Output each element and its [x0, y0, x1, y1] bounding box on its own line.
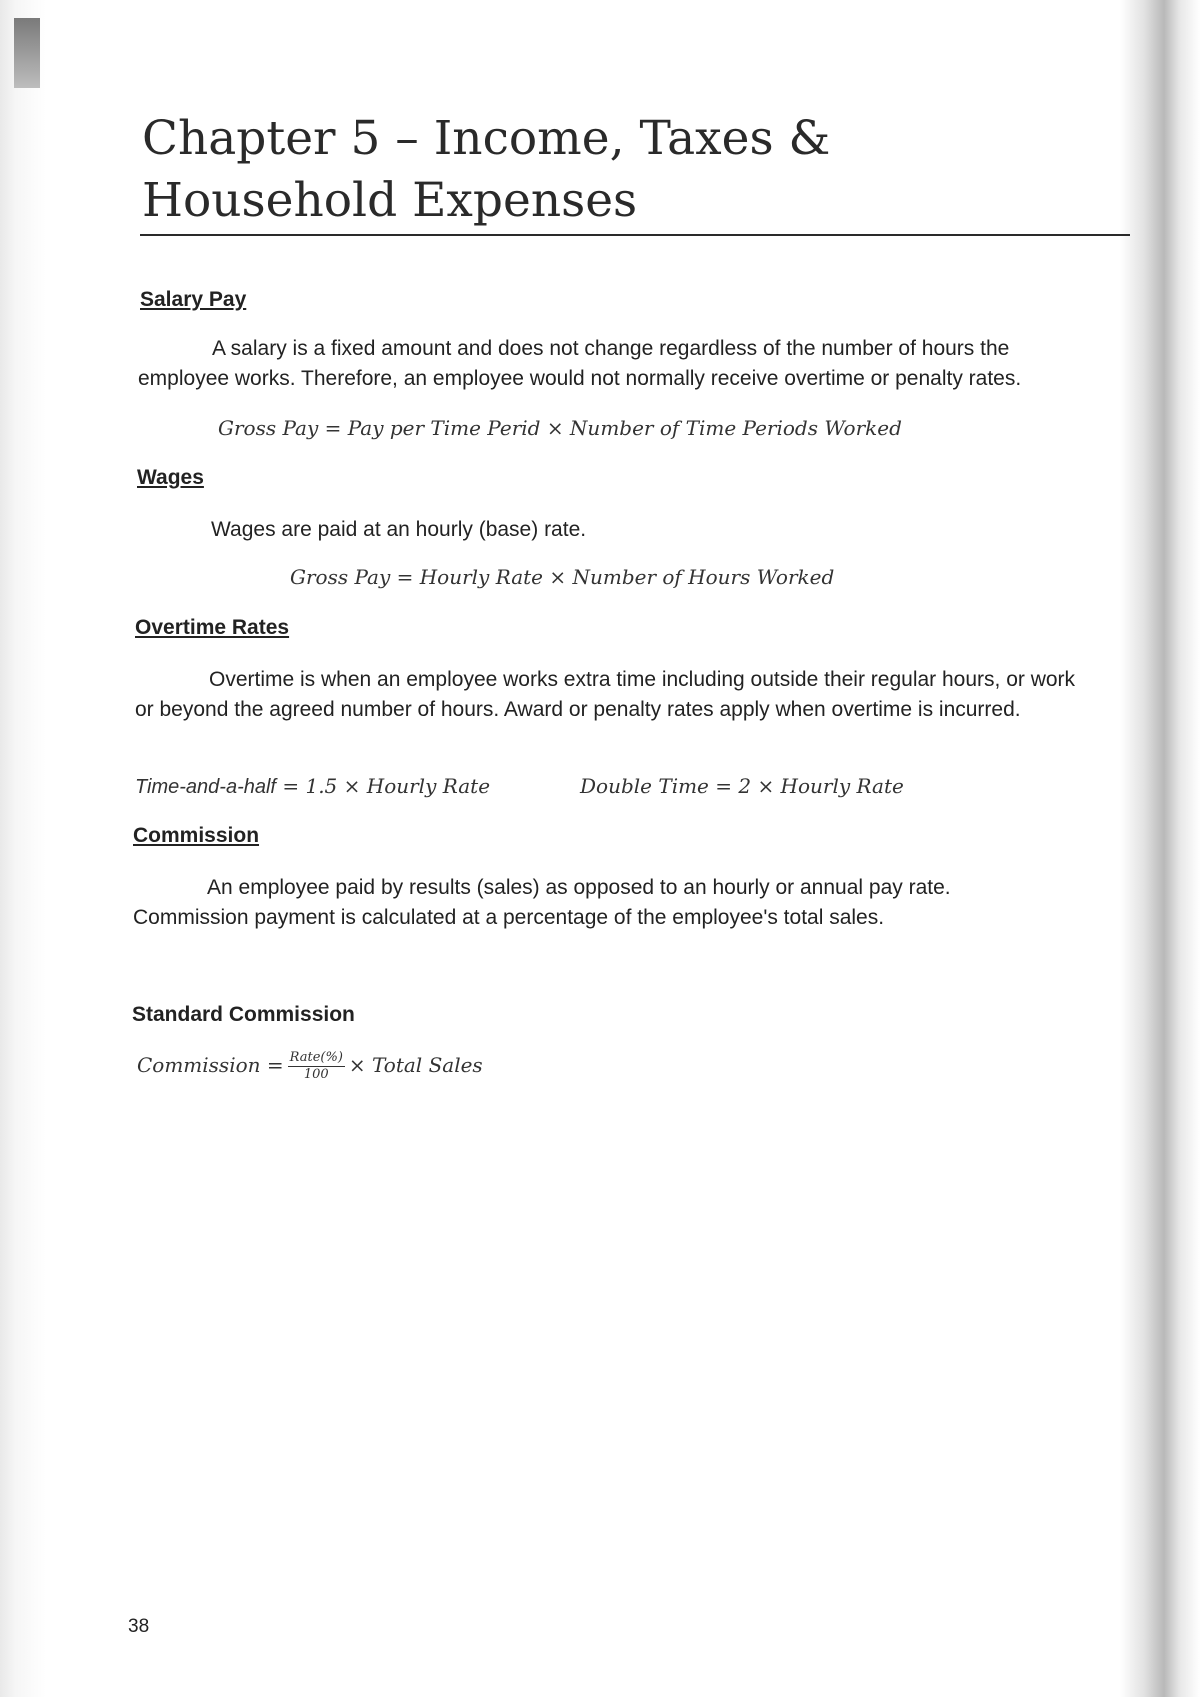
time-and-half-formula	[135, 774, 490, 799]
title-underline	[140, 234, 1130, 236]
heading-overtime-rates: Overtime Rates	[135, 616, 290, 639]
salary-formula: Gross Pay = Pay per Time Perid × Number of Time Periods Worked	[218, 416, 902, 440]
chapter-title: Chapter 5 – Income, Taxes & Household Expenses	[142, 111, 831, 228]
standard-commission-formula	[137, 1050, 483, 1083]
scan-right-edge	[1120, 0, 1200, 1697]
page-number: 38	[128, 1616, 150, 1637]
heading-salary-pay: Salary Pay	[140, 288, 247, 311]
overtime-paragraph: Overtime is when an employee works extra time including outside their regular hours, or work or beyond the agreed number of hours. Award or penalty rates apply when overtime is incurred.	[135, 668, 1076, 721]
salary-paragraph: A salary is a fixed amount and does not change regardless of the number of hours the employee works. Therefore, an employee would not normally receive overtime or penalty rates.	[138, 337, 1022, 390]
wages-paragraph: Wages are paid at an hourly (base) rate.	[211, 518, 587, 541]
commission-fraction	[288, 1050, 345, 1083]
scan-corner-mark	[14, 18, 40, 88]
scan-left-edge	[0, 0, 46, 1697]
heading-standard-commission: Standard Commission	[132, 1003, 355, 1026]
fraction-numerator: Rate(%)	[289, 1050, 343, 1065]
commission-formula-rhs: × Total Sales	[348, 1053, 483, 1077]
double-time-formula: Double Time = 2 × Hourly Rate	[580, 774, 904, 798]
heading-wages: Wages	[137, 466, 204, 489]
commission-paragraph: An employee paid by results (sales) as opposed to an hourly or annual pay rate. Commission payment is calculated at a percentage of the employee's total sales.	[133, 876, 951, 929]
heading-commission: Commission	[133, 824, 260, 847]
fraction-denominator: 100	[303, 1067, 329, 1082]
time-and-half-label: Time-and-a-half	[135, 776, 276, 798]
commission-formula-lhs: Commission =	[137, 1053, 284, 1077]
time-and-half-expression: = 1.5 × Hourly Rate	[282, 774, 491, 798]
wages-formula: Gross Pay = Hourly Rate × Number of Hours Worked	[290, 565, 835, 589]
